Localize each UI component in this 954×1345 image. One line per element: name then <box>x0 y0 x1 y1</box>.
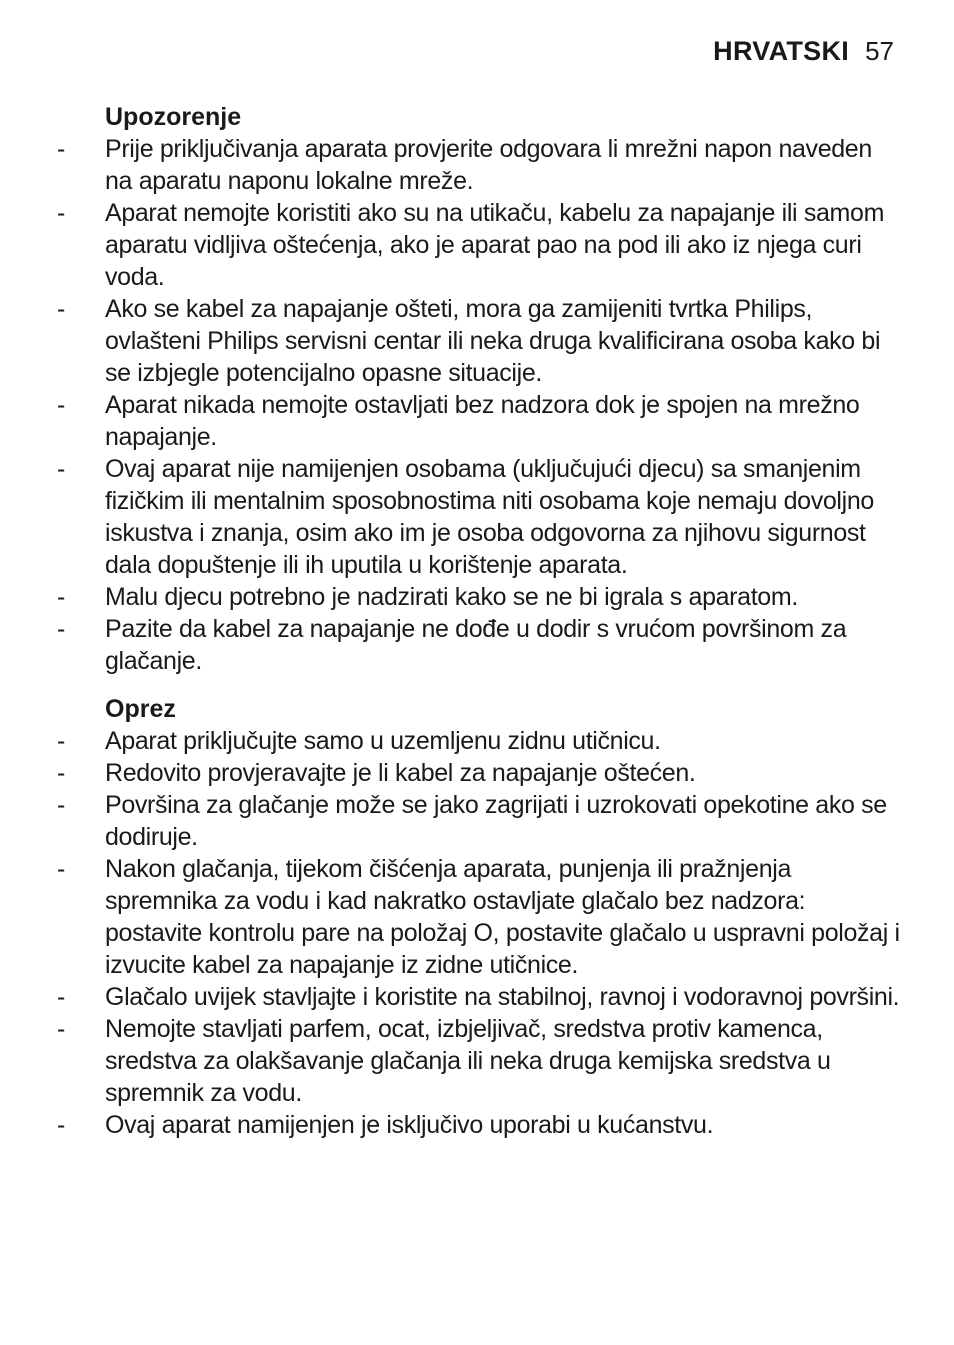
bullet-dash: - <box>57 727 65 755</box>
list-item <box>57 981 902 1013</box>
bullet-dash: - <box>57 455 65 483</box>
list-item-text: Ako se kabel za napajanje ošteti, mora ga zamijeniti tvrtka Philips, ovlašteni Philips servisni centar ili neka druga kvalificirana osoba kako bi se izbjegle potencijalno opasne situacije. <box>105 295 881 387</box>
list-item <box>57 1013 902 1109</box>
section-heading: Upozorenje <box>105 103 242 131</box>
list-item-text: Aparat nemojte koristiti ako su na utikaču, kabelu za napajanje ili samom aparatu vidljiva oštećenja, ako je aparat pao na pod ili ako iz njega curi voda. <box>105 199 885 291</box>
bullet-dash: - <box>57 135 65 163</box>
list-item-text: Površina za glačanje može se jako zagrijati i uzrokovati opekotine ako se dodiruje. <box>105 791 887 851</box>
bullet-dash: - <box>57 583 65 611</box>
section-heading: Oprez <box>105 695 176 723</box>
list-item-text: Ovaj aparat nije namijenjen osobama (uključujući djecu) sa smanjenim fizičkim ili mentalnim sposobnostima niti osobama koje nemaju dovoljno iskustva i znanja, osim ako im je osoba odgovorna za njihovu sigurnost dala dopuštenje ili ih uputila u korištenje aparata. <box>105 455 874 579</box>
list-item-text: Pazite da kabel za napajanje ne dođe u dodir s vrućom površinom za glačanje. <box>105 615 847 675</box>
language-label: HRVATSKI <box>713 36 850 66</box>
list-item <box>57 293 902 389</box>
list-item <box>57 725 902 757</box>
list-item <box>57 581 902 613</box>
warning-list <box>57 133 902 677</box>
list-item <box>57 197 902 293</box>
list-item-text: Prije priključivanja aparata provjerite odgovara li mrežni napon naveden na aparatu naponu lokalne mreže. <box>105 135 872 195</box>
list-item <box>57 613 902 677</box>
bullet-dash: - <box>57 1015 65 1043</box>
section-warning <box>57 101 902 677</box>
list-item <box>57 133 902 197</box>
list-item <box>57 1109 902 1141</box>
bullet-dash: - <box>57 391 65 419</box>
bullet-dash: - <box>57 199 65 227</box>
page-content <box>57 101 902 1141</box>
page-number: 57 <box>865 36 894 66</box>
list-item-text: Aparat nikada nemojte ostavljati bez nadzora dok je spojen na mrežno napajanje. <box>105 391 860 451</box>
bullet-dash: - <box>57 983 65 1011</box>
list-item-text: Nemojte stavljati parfem, ocat, izbjeljivač, sredstva protiv kamenca, sredstva za olakšavanje glačanja ili neka druga kemijska sredstva u spremnik za vodu. <box>105 1015 831 1107</box>
list-item <box>57 853 902 981</box>
list-item-text: Ovaj aparat namijenjen je isključivo uporabi u kućanstvu. <box>105 1111 714 1139</box>
bullet-dash: - <box>57 615 65 643</box>
list-item-text: Glačalo uvijek stavljajte i koristite na stabilnoj, ravnoj i vodoravnoj površini. <box>105 983 900 1011</box>
caution-list <box>57 725 902 1141</box>
list-item <box>57 757 902 789</box>
bullet-dash: - <box>57 295 65 323</box>
list-item <box>57 453 902 581</box>
list-item <box>57 389 902 453</box>
bullet-dash: - <box>57 1111 65 1139</box>
list-item <box>57 789 902 853</box>
list-item-text: Malu djecu potrebno je nadzirati kako se ne bi igrala s aparatom. <box>105 583 798 611</box>
bullet-dash: - <box>57 759 65 787</box>
bullet-dash: - <box>57 791 65 819</box>
list-item-text: Redovito provjeravajte je li kabel za napajanje oštećen. <box>105 759 696 787</box>
page-header <box>713 36 894 67</box>
list-item-text: Aparat priključujte samo u uzemljenu zidnu utičnicu. <box>105 727 661 755</box>
section-caution <box>57 693 902 1141</box>
list-item-text: Nakon glačanja, tijekom čišćenja aparata, punjenja ili pražnjenja spremnika za vodu i kad nakratko ostavljate glačalo bez nadzora: postavite kontrolu pare na položaj O, postavite glačalo u uspravni položaj i izvucite kabel za napajanje iz zidne utičnice. <box>105 855 900 979</box>
bullet-dash: - <box>57 855 65 883</box>
